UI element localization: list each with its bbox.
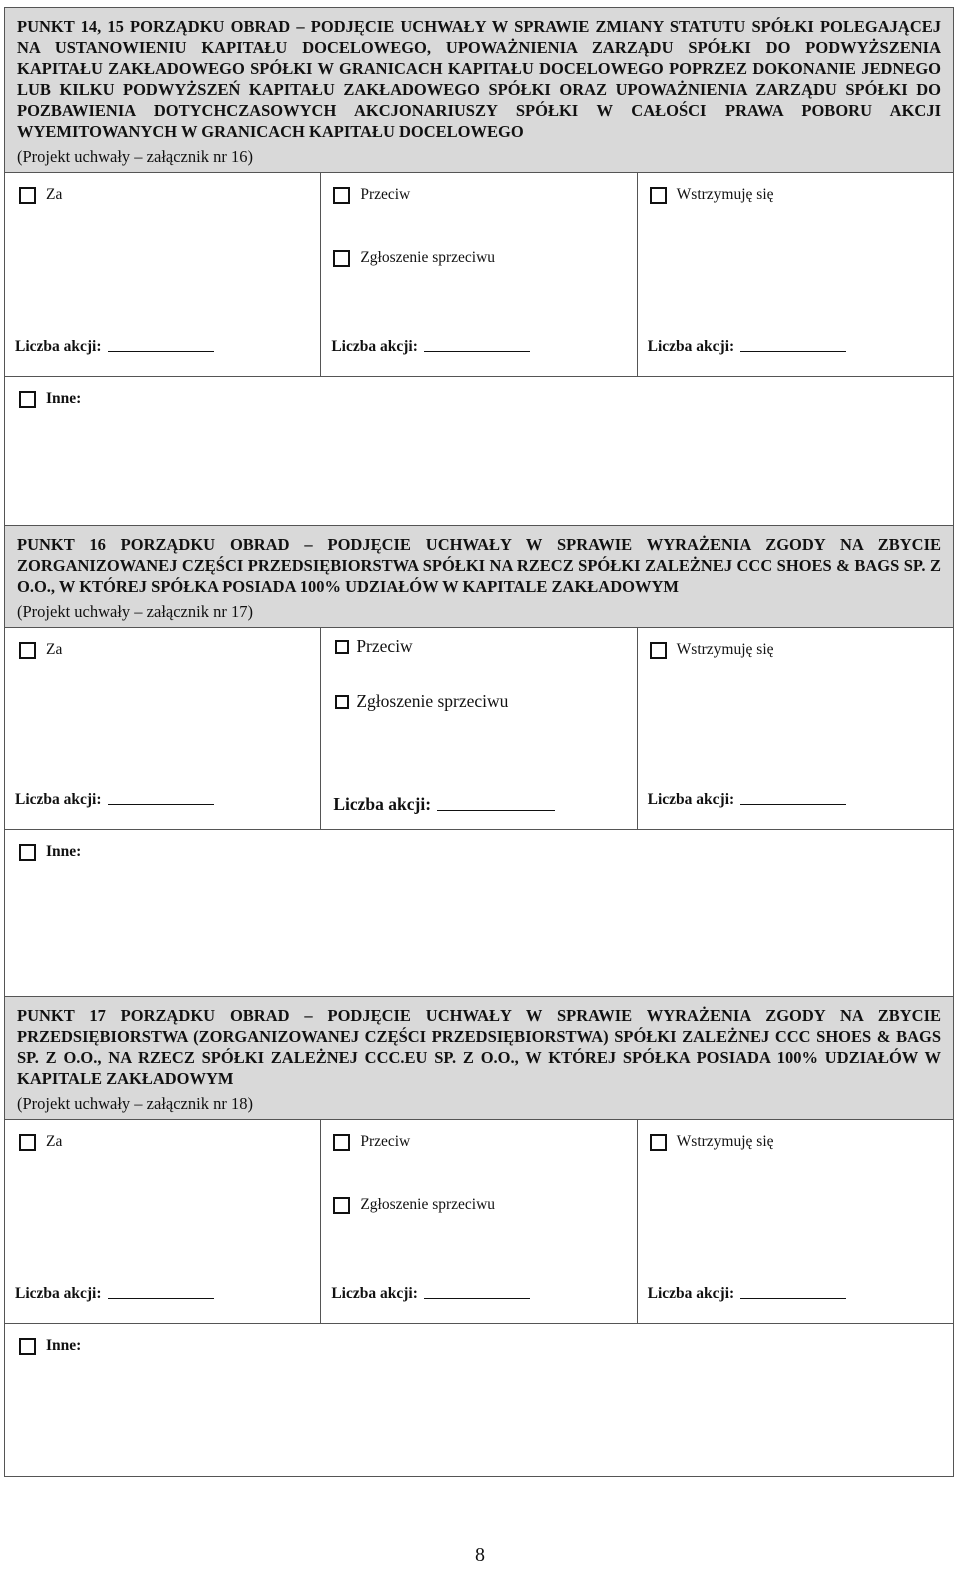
resolution-title: PUNKT 16 PORZĄDKU OBRAD – PODJĘCIE UCHWAŁY W SPRAWIE WYRAŻENIA ZGODY NA ZBYCIE ZORGANIZOWANEJ CZĘŚCI PRZEDSIĘBIORSTWA SPÓŁKI NA RZECZ SPÓŁKI ZALEŻNEJ CCC SHOES & BAGS SP. Z O.O., W KTÓREJ SPÓŁKA POSIADA 100% UDZIAŁÓW W KAPITALE ZAKŁADOWYM (17, 535, 941, 596)
resolution-block-2 (4, 525, 954, 997)
checkbox-icon[interactable] (333, 187, 350, 204)
checkbox-icon[interactable] (19, 1338, 36, 1355)
share-count-label: Liczba akcji: (333, 794, 432, 814)
vote-abstain-cell (637, 628, 953, 830)
vote-for-cell (5, 173, 321, 377)
vote-abstain-label: Wstrzymuję się (676, 186, 774, 203)
checkbox-icon[interactable] (333, 250, 350, 267)
checkbox-icon[interactable] (335, 695, 349, 709)
resolution-header (5, 8, 954, 173)
vote-for-label: Za (46, 1133, 63, 1150)
vote-against-cell (321, 173, 637, 377)
share-count-field[interactable] (15, 791, 214, 809)
voting-form-page (4, 0, 954, 1477)
other-option[interactable] (19, 390, 81, 408)
resolution-project-note: (Projekt uchwały – załącznik nr 18) (17, 1094, 253, 1113)
checkbox-icon[interactable] (650, 642, 667, 659)
share-count-field[interactable] (648, 338, 847, 356)
vote-for-option[interactable] (19, 641, 62, 659)
vote-abstain-option[interactable] (650, 186, 774, 204)
share-count-blank[interactable] (740, 803, 846, 805)
resolution-title: PUNKT 14, 15 PORZĄDKU OBRAD – PODJĘCIE UCHWAŁY W SPRAWIE ZMIANY STATUTU SPÓŁKI POLEGAJĄCEJ NA USTANOWIENIU KAPITAŁU DOCELOWEGO, UPOWAŻNIENIA ZARZĄDU SPÓŁKI DO PODWYŻSZENIA KAPITAŁU ZAKŁADOWEGO SPÓŁKI W GRANICACH KAPITAŁU DOCELOWEGO POPRZEZ DOKONANIE JEDNEGO LUB KILKU PODWYŻSZEŃ KAPITAŁU ZAKŁADOWEGO SPÓŁKI ORAZ UPOWAŻNIENIA ZARZĄDU SPÓŁKI DO POZBAWIENIA DOTYCHCZASOWYCH AKCJONARIUSZY SPÓŁKI W CAŁOŚCI PRAWA POBORU AKCJI WYEMITOWANYCH W GRANICACH KAPITAŁU DOCELOWEGO (17, 17, 941, 141)
vote-against-option[interactable] (333, 186, 410, 204)
share-count-label: Liczba akcji: (647, 1285, 735, 1302)
objection-label: Zgłoszenie sprzeciwu (356, 691, 509, 711)
vote-for-label: Za (46, 186, 63, 203)
other-label: Inne: (46, 843, 82, 860)
checkbox-icon[interactable] (650, 187, 667, 204)
vote-against-cell (321, 1120, 637, 1324)
resolution-project-note: (Projekt uchwały – załącznik nr 16) (17, 147, 253, 166)
objection-label: Zgłoszenie sprzeciwu (360, 1196, 496, 1213)
page-number: 8 (475, 1544, 485, 1566)
vote-against-option[interactable] (335, 636, 412, 657)
vote-for-label: Za (46, 641, 63, 658)
objection-label: Zgłoszenie sprzeciwu (360, 249, 496, 266)
share-count-label: Liczba akcji: (15, 338, 102, 355)
resolution-title: PUNKT 17 PORZĄDKU OBRAD – PODJĘCIE UCHWAŁY W SPRAWIE WYRAŻENIA ZGODY NA ZBYCIE PRZEDSIĘBIORSTWA (ZORGANIZOWANEJ CZĘŚCI PRZEDSIĘBIORSTWA) SPÓŁKI ZALEŻNEJ CCC SHOES & BAGS SP. Z O.O., NA RZECZ SPÓŁKI ZALEŻNEJ CCC.EU SP. Z O.O., W KTÓREJ SPÓŁKA POSIADA 100% UDZIAŁÓW W KAPITALE ZAKŁADOWYM (17, 1006, 941, 1088)
resolution-header (5, 997, 954, 1120)
share-count-field[interactable] (331, 338, 530, 356)
vote-for-cell (5, 1120, 321, 1324)
objection-option[interactable] (333, 1196, 495, 1214)
share-count-field[interactable] (331, 1285, 530, 1303)
share-count-field[interactable] (15, 1285, 214, 1303)
share-count-label: Liczba akcji: (15, 791, 102, 808)
vote-for-cell (5, 628, 321, 830)
resolution-block-1 (4, 7, 954, 526)
vote-against-label: Przeciw (360, 186, 411, 203)
vote-abstain-cell (637, 173, 953, 377)
other-option[interactable] (19, 843, 81, 861)
share-count-blank[interactable] (437, 809, 555, 811)
share-count-blank[interactable] (108, 803, 214, 805)
vote-abstain-label: Wstrzymuję się (676, 1133, 774, 1150)
checkbox-icon[interactable] (650, 1134, 667, 1151)
vote-against-label: Przeciw (356, 636, 413, 656)
share-count-field[interactable] (15, 338, 214, 356)
checkbox-icon[interactable] (19, 844, 36, 861)
vote-abstain-option[interactable] (650, 641, 774, 659)
vote-abstain-cell (637, 1120, 953, 1324)
share-count-label: Liczba akcji: (647, 791, 735, 808)
other-cell (5, 377, 954, 526)
checkbox-icon[interactable] (19, 391, 36, 408)
vote-against-cell (321, 628, 637, 830)
share-count-label: Liczba akcji: (331, 1285, 418, 1302)
other-label: Inne: (46, 1337, 82, 1354)
objection-option[interactable] (335, 691, 508, 712)
checkbox-icon[interactable] (19, 642, 36, 659)
share-count-blank[interactable] (740, 1297, 846, 1299)
checkbox-icon[interactable] (19, 187, 36, 204)
checkbox-icon[interactable] (335, 640, 349, 654)
other-cell (5, 830, 954, 997)
share-count-label: Liczba akcji: (647, 338, 735, 355)
vote-against-label: Przeciw (360, 1133, 411, 1150)
other-cell (5, 1324, 954, 1477)
vote-against-option[interactable] (333, 1133, 410, 1151)
checkbox-icon[interactable] (19, 1134, 36, 1151)
share-count-field[interactable] (648, 791, 847, 809)
share-count-blank[interactable] (740, 350, 846, 352)
resolution-project-note: (Projekt uchwały – załącznik nr 17) (17, 602, 253, 621)
other-option[interactable] (19, 1337, 81, 1355)
share-count-blank[interactable] (108, 350, 214, 352)
share-count-field[interactable] (333, 794, 555, 815)
share-count-blank[interactable] (108, 1297, 214, 1299)
share-count-label: Liczba akcji: (15, 1285, 102, 1302)
vote-abstain-label: Wstrzymuję się (676, 641, 774, 658)
share-count-blank[interactable] (424, 1297, 530, 1299)
resolution-header (5, 526, 954, 628)
objection-option[interactable] (333, 249, 495, 267)
share-count-field[interactable] (648, 1285, 847, 1303)
vote-for-option[interactable] (19, 1133, 62, 1151)
checkbox-icon[interactable] (333, 1197, 350, 1214)
resolution-block-3 (4, 996, 954, 1477)
share-count-label: Liczba akcji: (331, 338, 418, 355)
share-count-blank[interactable] (424, 350, 530, 352)
other-label: Inne: (46, 390, 82, 407)
vote-for-option[interactable] (19, 186, 62, 204)
vote-abstain-option[interactable] (650, 1133, 774, 1151)
checkbox-icon[interactable] (333, 1134, 350, 1151)
